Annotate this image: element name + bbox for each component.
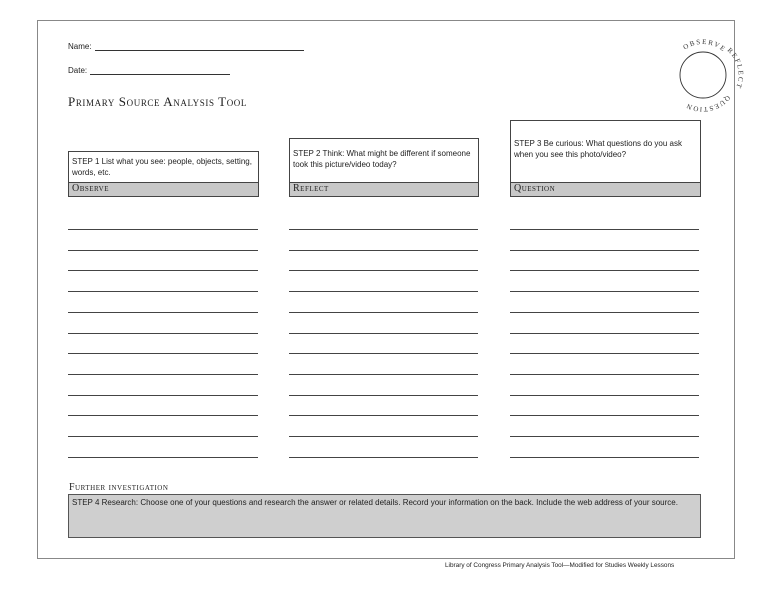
writing-line[interactable] [510,415,699,416]
writing-line[interactable] [68,333,258,334]
step2-prompt: STEP 2 Think: What might be different if someone took this picture/video today? [293,149,471,169]
writing-line[interactable] [289,415,478,416]
writing-line[interactable] [289,374,478,375]
writing-line[interactable] [510,436,699,437]
date-field[interactable] [68,66,230,75]
reflect-writing-lines[interactable] [289,229,478,459]
step3-prompt: STEP 3 Be curious: What questions do you ask when you see this photo/video? [514,139,682,159]
writing-line[interactable] [510,333,699,334]
step2-box [289,138,479,197]
step4-research-box: STEP 4 Research: Choose one of your questions and research the answer or related details. Record your information on the back. Include the web address of your source. [68,494,701,538]
page-title: Primary Source Analysis Tool [68,94,247,109]
observe-reflect-question-seal-icon [658,30,748,120]
writing-line[interactable] [289,250,478,251]
writing-line[interactable] [68,270,258,271]
name-line[interactable] [95,42,304,51]
writing-line[interactable] [510,250,699,251]
question-writing-lines[interactable] [510,229,699,459]
writing-line[interactable] [289,395,478,396]
writing-line[interactable] [68,436,258,437]
writing-line[interactable] [510,229,699,230]
svg-text:QUESTION [684,94,731,113]
writing-line[interactable] [510,457,699,458]
writing-line[interactable] [510,395,699,396]
date-line[interactable] [90,66,230,75]
worksheet-page [37,20,745,559]
writing-line[interactable] [68,250,258,251]
step1-prompt: STEP 1 List what you see: people, objects, setting, words, etc. [72,157,252,177]
reflect-heading: Reflect [290,182,478,196]
svg-text:REFLECT [726,46,745,90]
writing-line[interactable] [510,353,699,354]
seal-circle [680,52,726,98]
svg-text:OBSERVE [682,38,728,54]
writing-line[interactable] [510,270,699,271]
observe-heading: Observe [69,182,258,196]
writing-line[interactable] [68,229,258,230]
further-investigation-heading: Further investigation [69,482,169,493]
seal-word-observe: OBSERVE [681,37,728,54]
writing-line[interactable] [68,312,258,313]
seal-word-reflect: REFLECT [725,46,745,91]
writing-line[interactable] [289,457,478,458]
writing-line[interactable] [68,395,258,396]
step1-box [68,151,259,197]
writing-line[interactable] [289,229,478,230]
writing-line[interactable] [68,415,258,416]
writing-line[interactable] [68,353,258,354]
writing-line[interactable] [289,353,478,354]
writing-line[interactable] [510,374,699,375]
writing-line[interactable] [289,436,478,437]
name-label: Name: [68,42,92,51]
writing-line[interactable] [68,457,258,458]
writing-line[interactable] [289,333,478,334]
step3-box [510,120,701,197]
writing-line[interactable] [510,312,699,313]
writing-line[interactable] [289,270,478,271]
footer-credit: Library of Congress Primary Analysis Tool—Modified for Studies Weekly Lessons [445,562,675,569]
writing-line[interactable] [289,312,478,313]
writing-line[interactable] [289,291,478,292]
seal-word-question: QUESTION [684,93,732,114]
writing-line[interactable] [68,291,258,292]
writing-line[interactable] [68,374,258,375]
observe-writing-lines[interactable] [68,229,258,459]
date-label: Date: [68,66,88,75]
name-field[interactable] [68,42,304,51]
writing-line[interactable] [510,291,699,292]
question-heading: Question [511,182,700,196]
